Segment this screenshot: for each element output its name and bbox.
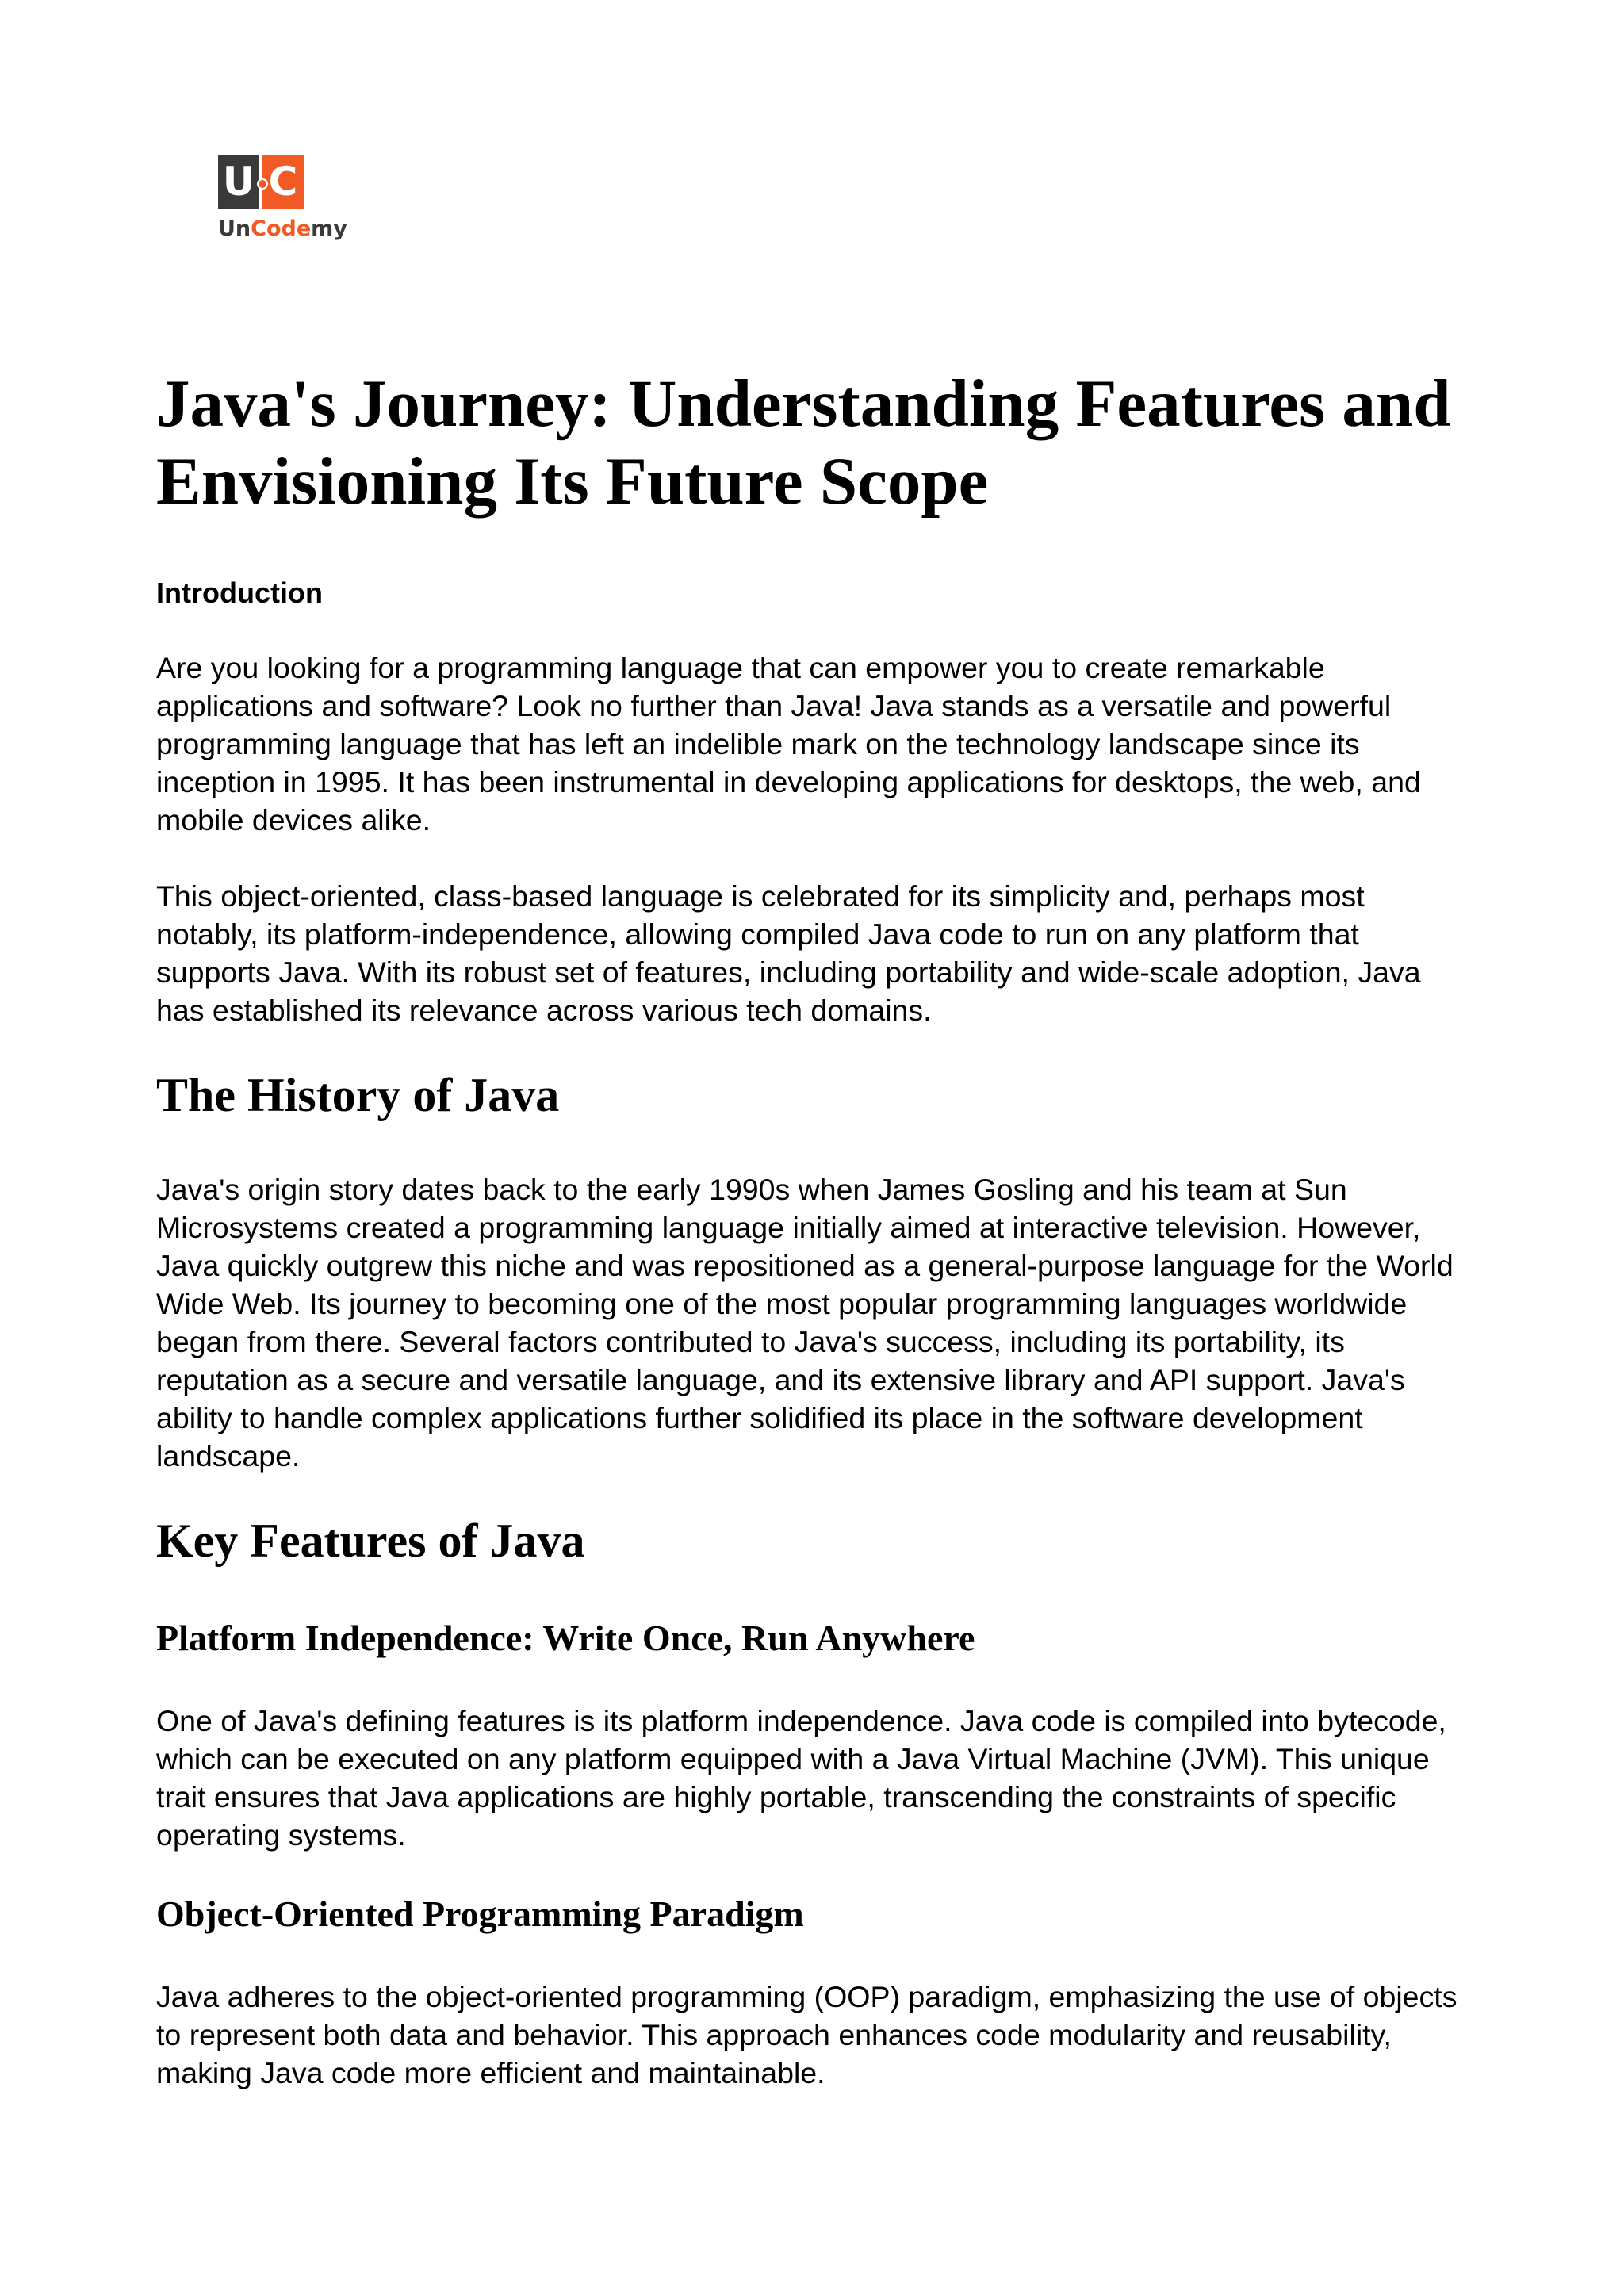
oop-paragraph: Java adheres to the object-oriented programming (OOP) paradigm, emphasizing the use of objects to represent both data and behavior. This approach enhances code modularity and reusability, making Java code more efficient and maintainable. xyxy=(156,1980,1457,2089)
logo-word-un: Un xyxy=(218,216,251,241)
logo-mark-u: U xyxy=(218,155,259,209)
history-paragraph: Java's origin story dates back to the early 1990s when James Gosling and his team at Sun Microsystems created a programming language initially aimed at interactive television. However, Java quickly outgrew this niche and was repositioned as a general-purpose language for the World Wide Web. Its journey to becoming one of the most popular programming languages worldwide began from there. Several factors contributed to Java's success, including its portability, its reputation as a secure and versatile language, and its extensive library and API support. Java's ability to handle complex applications further solidified its place in the software development landscape. xyxy=(156,1173,1454,1473)
logo-word-code: Code xyxy=(251,216,312,241)
features-heading: Key Features of Java xyxy=(156,1515,585,1567)
logo-dot-icon xyxy=(257,178,268,190)
intro-paragraph-2: This object-oriented, class-based language is celebrated for its simplicity and, perhaps most notably, its platform-independence, allowing compiled Java code to run on any platform that supports Java. With its robust set of features, including portability and wide-scale adoption, Java has established its relevance across various tech domains. xyxy=(156,879,1421,1027)
platform-heading: Platform Independence: Write Once, Run Anywhere xyxy=(156,1618,975,1658)
logo-word-my: my xyxy=(311,216,347,241)
logo-mark-icon xyxy=(218,155,304,209)
platform-paragraph: One of Java's defining features is its platform independence. Java code is compiled into bytecode, which can be executed on any platform equipped with a Java Virtual Machine (JVM). This unique trait ensures that Java applications are highly portable, transcending the constraints of specific operating systems. xyxy=(156,1704,1446,1852)
page-title: Java's Journey: Understanding Features and Envisioning Its Future Scope xyxy=(156,366,1451,519)
logo-wordmark xyxy=(218,216,347,241)
oop-heading: Object-Oriented Programming Paradigm xyxy=(156,1894,804,1934)
history-heading: The History of Java xyxy=(156,1069,560,1121)
uncodemy-logo xyxy=(218,155,347,241)
article-content xyxy=(156,365,1473,2130)
intro-label: Introduction xyxy=(156,576,323,609)
logo-mark-c: C xyxy=(262,155,304,209)
intro-paragraph-1: Are you looking for a programming language that can empower you to create remarkable applications and software? Look no further than Java! Java stands as a versatile and powerful programming language that has left an indelible mark on the technology landscape since its inception in 1995. It has been instrumental in developing applications for desktops, the web, and mobile devices alike. xyxy=(156,651,1421,837)
